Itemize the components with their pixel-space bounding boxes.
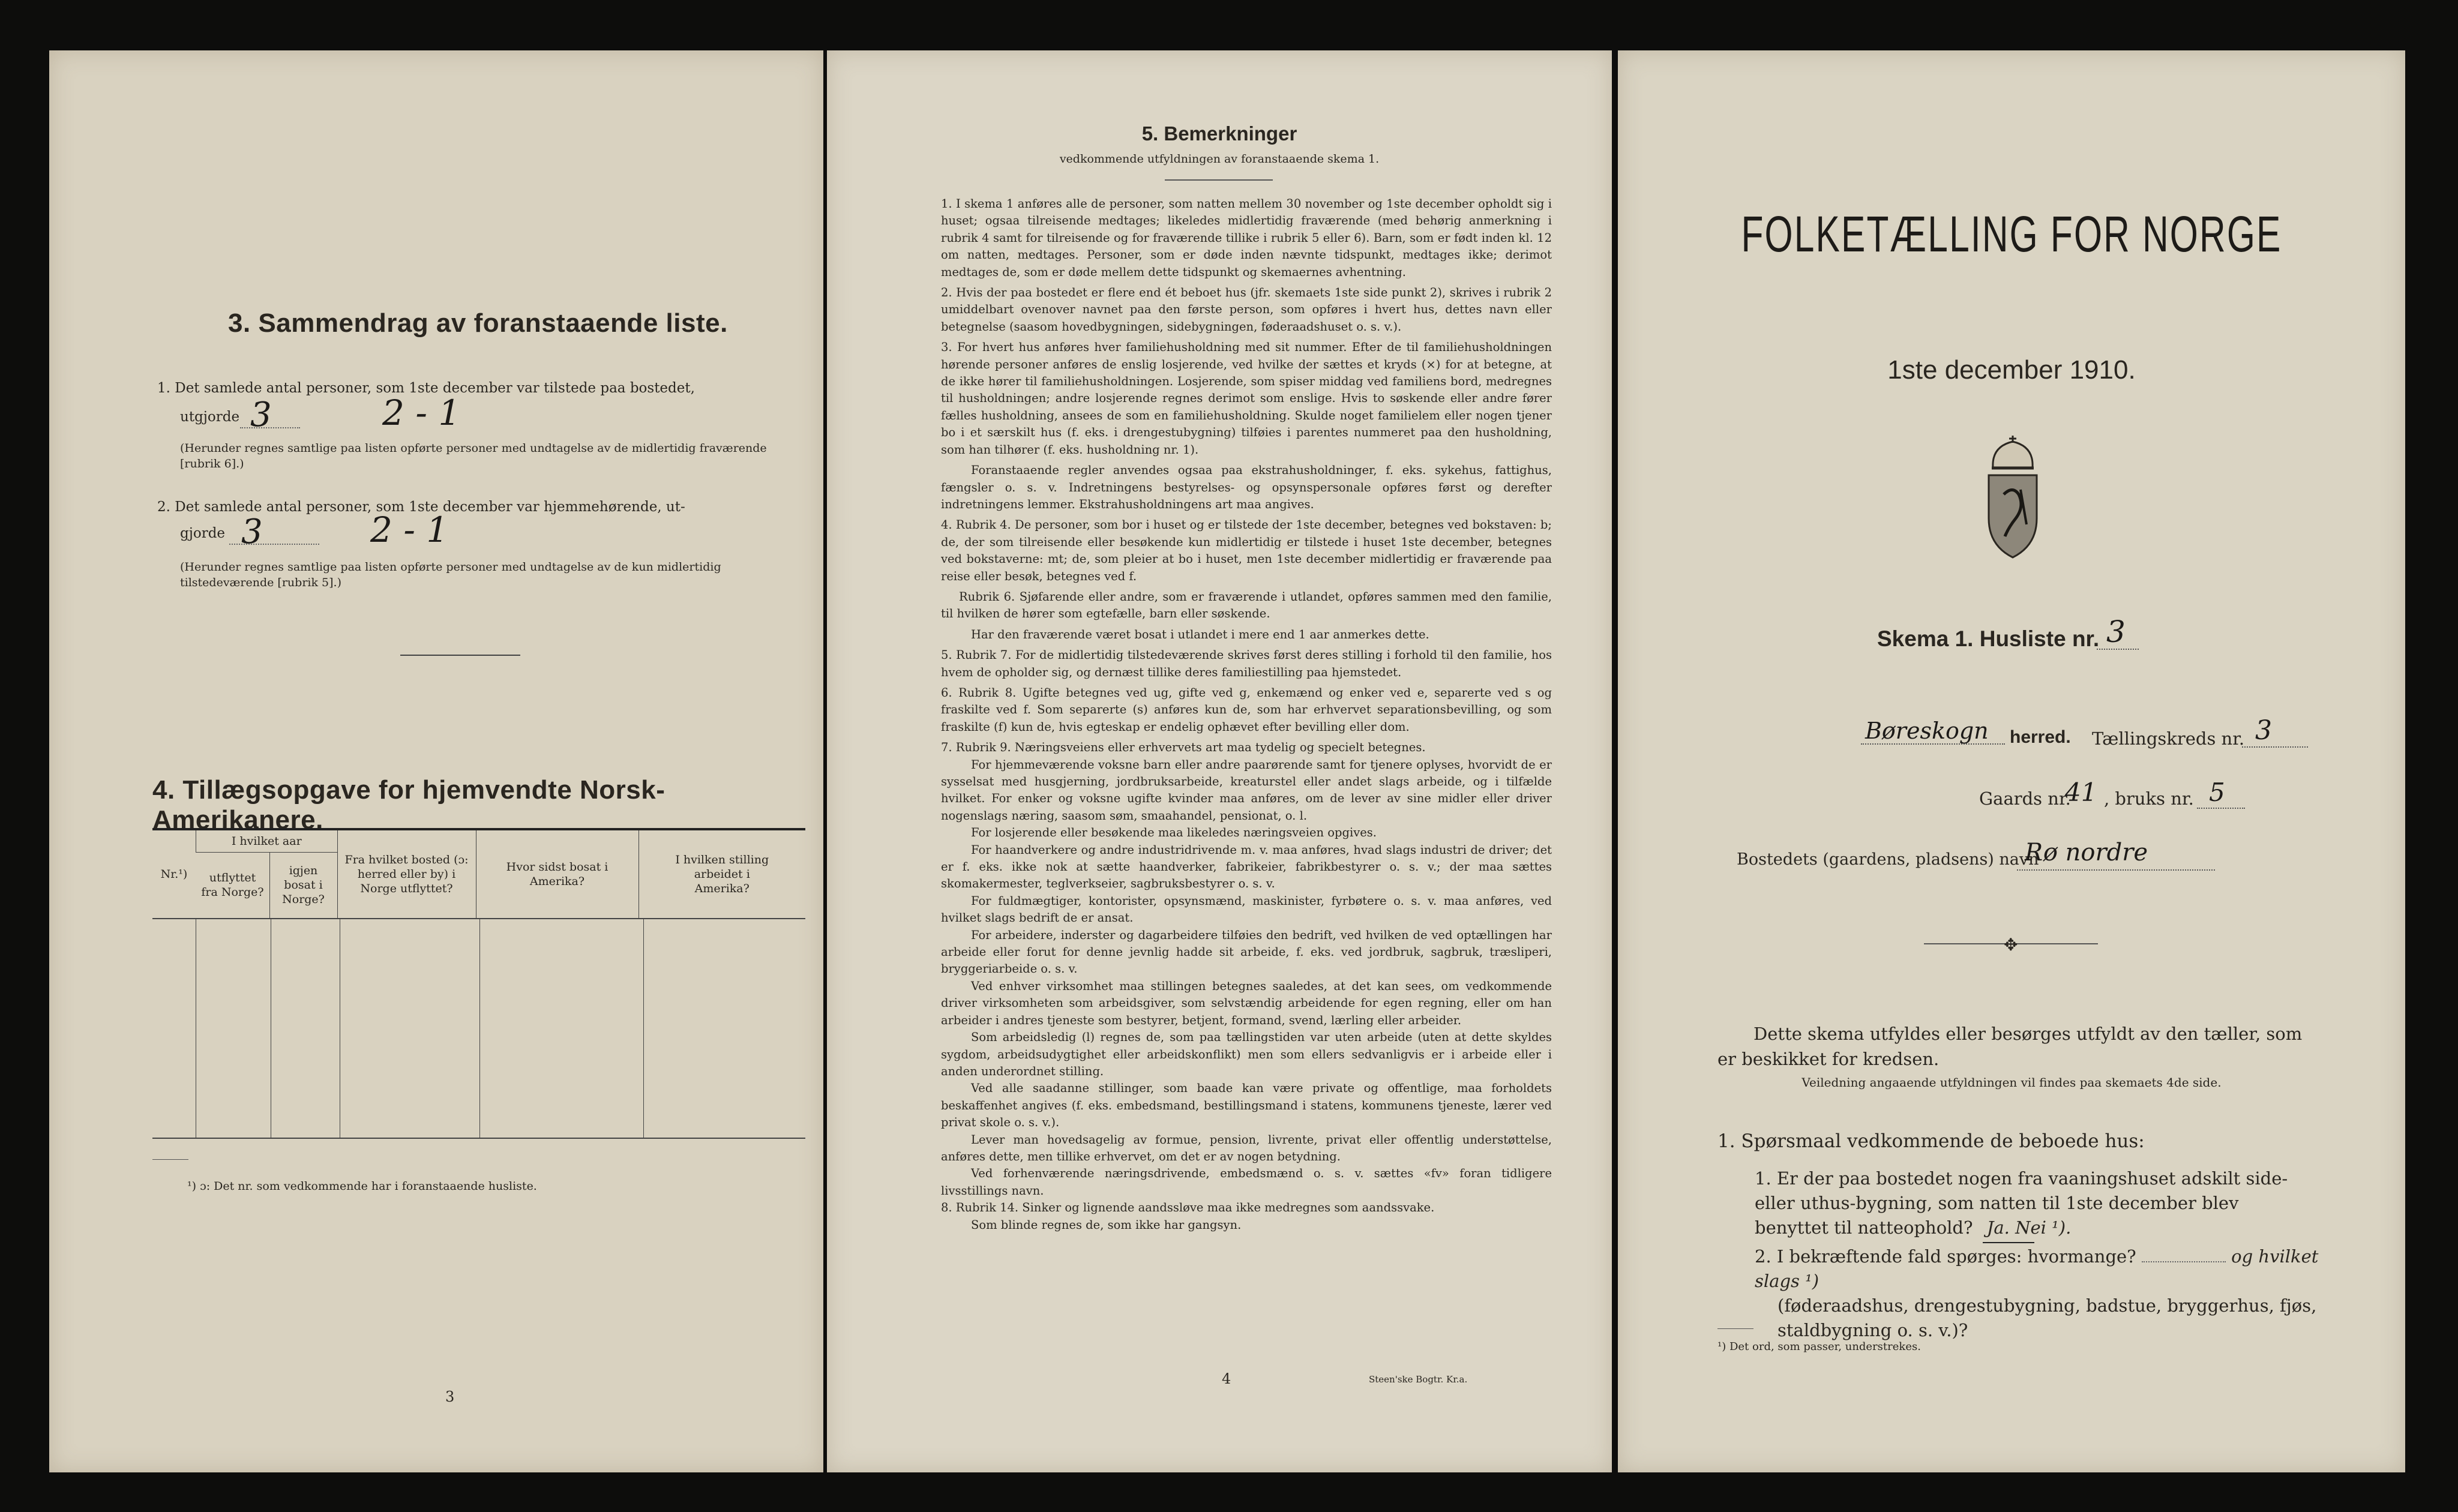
bruks-dots <box>2197 808 2245 809</box>
item1-text: 1. Det samlede antal personer, som 1ste december var tilstede paa bostedet, <box>157 380 695 396</box>
item2-prefix: gjorde <box>180 526 226 541</box>
kreds-value: 3 <box>2255 715 2272 746</box>
col-hvor-bosat: Hvor sidst bosat i Amerika? <box>476 830 639 918</box>
remark-1: 1. I skema 1 anføres alle de personer, som natten mellem 30 november og 1ste december opholdt sig i huset; ogsaa tilreisende medtages; likeledes midlertidig fraværende (med behørig anmerkning i rubrik 4 samt for tilreisende og for fraværende tillike i rubrik 5 eller 6). Barn, som er født inden kl. 12 om natten, medtages. Personer, som er døde inden nævnte tidspunkt, medtages ikke; derimot medtages de, som er døde mellem dette tidspunkt og skemaernes avhentning. <box>941 197 1552 279</box>
col-group-header: I hvilket aar <box>196 830 338 852</box>
remark-3b: Foranstaaende regler anvendes ogsaa paa ekstrahusholdninger, f. eks. sykehus, fattighus, fængsler o. s. v. Indretningens bestyrelses- og opsynspersonale opføres først og derefter indretningens lemmer. Ekstrahusholdningens art maa angives. <box>941 463 1552 511</box>
q1-heading: 1. Spørsmaal vedkommende de beboede hus: <box>1717 1130 2145 1152</box>
page-number: 3 <box>445 1388 455 1405</box>
q1-1-text: 1. Er der paa bostedet nogen fra vaaningshuset adskilt side- eller uthus-bygning, som natten til 1ste december blev benyttet til natteophold? <box>1755 1168 2288 1238</box>
remark-3: 3. For hvert hus anføres hver familiehusholdning med sit nummer. Efter de til familiehusholdningen hørende personer anføres de enslig losjerende, ved hvilke der sættes et kryds (×) for at betegne, at de ikke hører til familiehusholdningen. Losjerende, som spiser middag ved familiens bord, medregnes til husholdningen; andre losjerende regnes derimot som enslige. Hvis to søskende eller andre fører fælles husholdning, ansees de som en familiehusholdning. Skulde noget familielem eller nogen tjener bo i et særskilt hus (f. eks. i drengestubygning) tilføies i parentes nummeret paa den husholdning, som han tilhører (f. eks. husholdning nr. 1). <box>941 340 1552 457</box>
page-middle <box>827 50 1612 1472</box>
item2-text: 2. Det samlede antal personer, som 1ste december var hjemmehørende, ut- <box>157 499 685 515</box>
footnote-rule <box>1717 1328 1753 1329</box>
gaards-label: Gaards nr. <box>1979 788 2071 809</box>
kreds-dots <box>2242 746 2308 748</box>
item1-note: (Herunder regnes samtlige paa listen opførte personer med undtagelse av de midlertidig fraværende [rubrik 6].) <box>180 442 767 470</box>
q1-2-dots <box>2142 1261 2226 1262</box>
kreds-label: Tællingskreds nr. <box>2092 728 2245 749</box>
bruks-value: 5 <box>2209 778 2225 807</box>
section4-body <box>152 919 805 1139</box>
remark-4: 4. Rubrik 4. De personer, som bor i huset og er tilstede der 1ste december, betegnes ved bokstaven: b; de, der som tilreisende eller besøkende kun midlertidig er tilstede i huset 1ste december, betegnes ved bokstaverne: mt; de, som pleier at bo i huset, men 1ste december midlertidig er fraværende paa reise eller besøk, betegnes ved f. <box>941 518 1552 583</box>
remark-7a: For hjemmeværende voksne barn eller andre paarørende samt for tjenere oplyses, hvorvidt de er sysselsat med husgjerning, jordbruksarbeide, kreaturstel eller andet slags arbeide, og i tilfælde hvilket. For enker og voksne ugifte kvinder maa anføres, om de lever av sine midler eller driver nogenslags næring, saasom søm, smaahandel, pensionat, o. l. <box>941 757 1552 823</box>
remark-7e: For arbeidere, inderster og dagarbeidere tilføies den bedrift, ved hvilken de ved optællingen har arbeide eller forut for denne jevnlig hadde sit arbeide, f. eks. ved jordbruk, sagbruk, træsliperi, bryggeriarbeide o. s. v. <box>941 928 1552 976</box>
guidance-text: Veiledning angaaende utfyldningen vil findes paa skemaets 4de side. <box>1801 1075 2222 1090</box>
page-number: 4 <box>1222 1370 1231 1387</box>
husliste-dots <box>2097 649 2139 650</box>
remarks-rule <box>1165 179 1273 181</box>
remark-4b: Rubrik 6. Sjøfarende eller andre, som er fraværende i utlandet, opføres sammen med den familie, til hvilken de hører som egtefælle, barn eller søskende. <box>941 589 1552 621</box>
remarks-title: 5. Bemerkninger <box>1141 122 1297 145</box>
q1-2-text-c: (føderaadshus, drengestubygning, badstue, bryggerhus, fjøs, staldbygning o. s. v.)? <box>1777 1295 2317 1340</box>
remark-7d: For fuldmægtiger, kontorister, opsynsmænd, maskinister, fyrbøtere o. s. v. maa anføres, ved hvilket slags bedrift de er ansat. <box>941 893 1552 925</box>
bosted-label: Bostedets (gaardens, pladsens) navn <box>1737 850 2039 869</box>
bosted-value: Rø nordre <box>2025 839 2148 866</box>
item2-note: (Herunder regnes samtlige paa listen opførte personer med undtagelse av de kun midlertidig tilstedeværende [rubrik 5].) <box>180 560 721 589</box>
remarks-subtitle: vedkommende utfyldningen av foranstaaende skema 1. <box>1059 152 1380 166</box>
section4-title: 4. Tillægsopgave for hjemvendte Norsk-Amerikanere. <box>152 775 666 835</box>
remark-6: 6. Rubrik 8. Ugifte betegnes ved ug, gifte ved g, enkemænd og enker ved e, separerte ved s og fraskilte ved f. Som separerte (s) anføres kun de, som har erhvervet separationsbevilling, og som fraskilte (f) kun de, hvis egteskap er endelig ophævet efter bevilling eller dom. <box>941 685 1552 734</box>
right-footnote: ¹) Det ord, som passer, understrekes. <box>1717 1340 1921 1353</box>
remark-7c: For haandverkere og andre industridrivende m. v. maa anføres, hvad slags industri de driver; det er f. eks. ikke nok at sætte haandverker, fabrikeier, fabrikbestyrer o. s. v.; der maa sættes skomakermester, teglverkseier, sagbruksbestyrer o. s. v. <box>941 842 1552 891</box>
remark-7f: Ved enhver virksomhet maa stillingen betegnes saaledes, at det kan sees, om vedkommende driver virksomheten som arbeidsgiver, som selvstændig arbeidende for egen regning, eller om han arbeider i andres tjeneste som bestyrer, betjent, formand, svend, lærling eller arbeider. <box>941 979 1552 1027</box>
coat-of-arms-icon <box>1980 434 2046 560</box>
remark-7g: Som arbeidsledig (l) regnes de, som paa tællingstiden var uten arbeide (uten at dette skyldes sygdom, arbeidsudygtighet eller arbeidskonflikt) men som ellers sedvanligvis er i arbeide eller i anden underordnet stilling. <box>941 1030 1552 1078</box>
remarks-body <box>941 196 1552 1237</box>
section4-footnote: ¹) ɔ: Det nr. som vedkommende har i foranstaaende husliste. <box>187 1180 537 1193</box>
q1-2-text-a: 2. I bekræftende fald spørges: hvormange? <box>1755 1246 2136 1267</box>
divider <box>400 655 520 656</box>
item1-dotted-line <box>240 427 300 428</box>
bruks-label: , bruks nr. <box>2104 788 2194 809</box>
gaards-value: 41 <box>2065 778 2097 807</box>
item1-extra: 2 - 1 <box>382 392 461 433</box>
item2-dotted-line <box>229 544 319 545</box>
remark-2: 2. Hvis der paa bostedet er flere end ét beboet hus (jfr. skemaets 1ste side punkt 2), skrives i rubrik 2 umiddelbart ovenover navnet paa den første person, som opføres i hvert hus, dettes navn eller betegnelse (saasom hovedbygningen, sidebygningen, føderaadshuset o. s. v.). <box>941 286 1552 334</box>
husliste-nr: 3 <box>2106 614 2126 649</box>
remark-7: 7. Rubrik 9. Næringsveiens eller erhvervets art maa tydelig og specielt betegnes. <box>941 740 1426 755</box>
q1-1 <box>1755 1166 2313 1240</box>
section4-table <box>152 828 805 1139</box>
bosted-dots <box>2017 869 2215 871</box>
page-left <box>49 50 823 1472</box>
q1-2-text-b: og hvilket slags ¹) <box>1755 1246 2319 1291</box>
page-right <box>1618 50 2405 1472</box>
remark-4c: Har den fraværende været bosat i utlandet i mere end 1 aar anmerkes dette. <box>971 627 1429 641</box>
item1-value: 3 <box>250 395 272 434</box>
col-nr: Nr.¹) <box>160 868 188 881</box>
ornament-icon: ✥ <box>2004 935 2018 955</box>
herred-value: Børeskogn <box>1865 718 1989 744</box>
printer-mark: Steen'ske Bogtr. Kr.a. <box>1369 1374 1468 1385</box>
item1-prefix: utgjorde <box>180 409 240 425</box>
remark-7b: For losjerende eller besøkende maa likeledes næringsveien opgives. <box>971 826 1377 840</box>
col-stilling: I hvilken stilling arbeidet i Amerika? <box>639 830 805 918</box>
q1-1-answer: Ja. Nei ¹). <box>1986 1217 2072 1238</box>
remark-7j: Ved forhenværende næringsdrivende, embedsmænd o. s. v. sættes «fv» foran tidligere livsstillings navn. <box>941 1166 1552 1198</box>
remark-8: 8. Rubrik 14. Sinker og lignende aandssløve maa ikke medregnes som aandssvake. <box>941 1201 1435 1215</box>
col-bosat-igjen: igjen bosat i Norge? <box>269 852 337 918</box>
item2-value: 3 <box>241 512 263 551</box>
remark-8b: Som blinde regnes de, som ikke har gangsyn. <box>971 1217 1242 1232</box>
nei-underline <box>1983 1242 2034 1243</box>
q1-2 <box>1755 1244 2343 1343</box>
herred-label: herred. <box>2010 727 2071 747</box>
section3-title: 3. Sammendrag av foranstaaende liste. <box>228 308 728 338</box>
form-title: FOLKETÆLLING FOR NORGE <box>1741 206 2282 262</box>
col-utflyttet: utflyttet fra Norge? <box>201 871 264 899</box>
item2-extra: 2 - 1 <box>370 509 449 550</box>
footnote-rule <box>152 1159 188 1160</box>
schema-label: Skema 1. Husliste nr. <box>1877 626 2100 651</box>
remark-7h: Ved alle saadanne stillinger, som baade kan være private og offentlige, maa forholdets beskaffenhet angives (f. eks. embedsmand, bestillingsmand i statens, kommunens tjeneste, lærer ved privat skole o. s. v.). <box>941 1081 1552 1130</box>
herred-dots <box>1861 743 2005 745</box>
remark-7i: Lever man hovedsagelig av formue, pension, livrente, privat eller offentlig understøttelse, anføres dette, men tillike erhvervet, om det er av nogen betydning. <box>941 1132 1552 1163</box>
remark-5: 5. Rubrik 7. For de midlertidig tilstedeværende skrives først deres stilling i forhold til den familie, hos hvem de opholder sig, og dernæst tillike deres familiestilling paa hjemstedet. <box>941 648 1552 679</box>
form-date: 1ste december 1910. <box>1887 355 2136 385</box>
intro-text: Dette skema utfyldes eller besørges utfyldt av den tæller, som er beskikket for kredsen. <box>1717 1024 2303 1069</box>
col-fra-bosted: Fra hvilket bosted (ɔ: herred eller by) i Norge utflyttet? <box>337 830 476 918</box>
